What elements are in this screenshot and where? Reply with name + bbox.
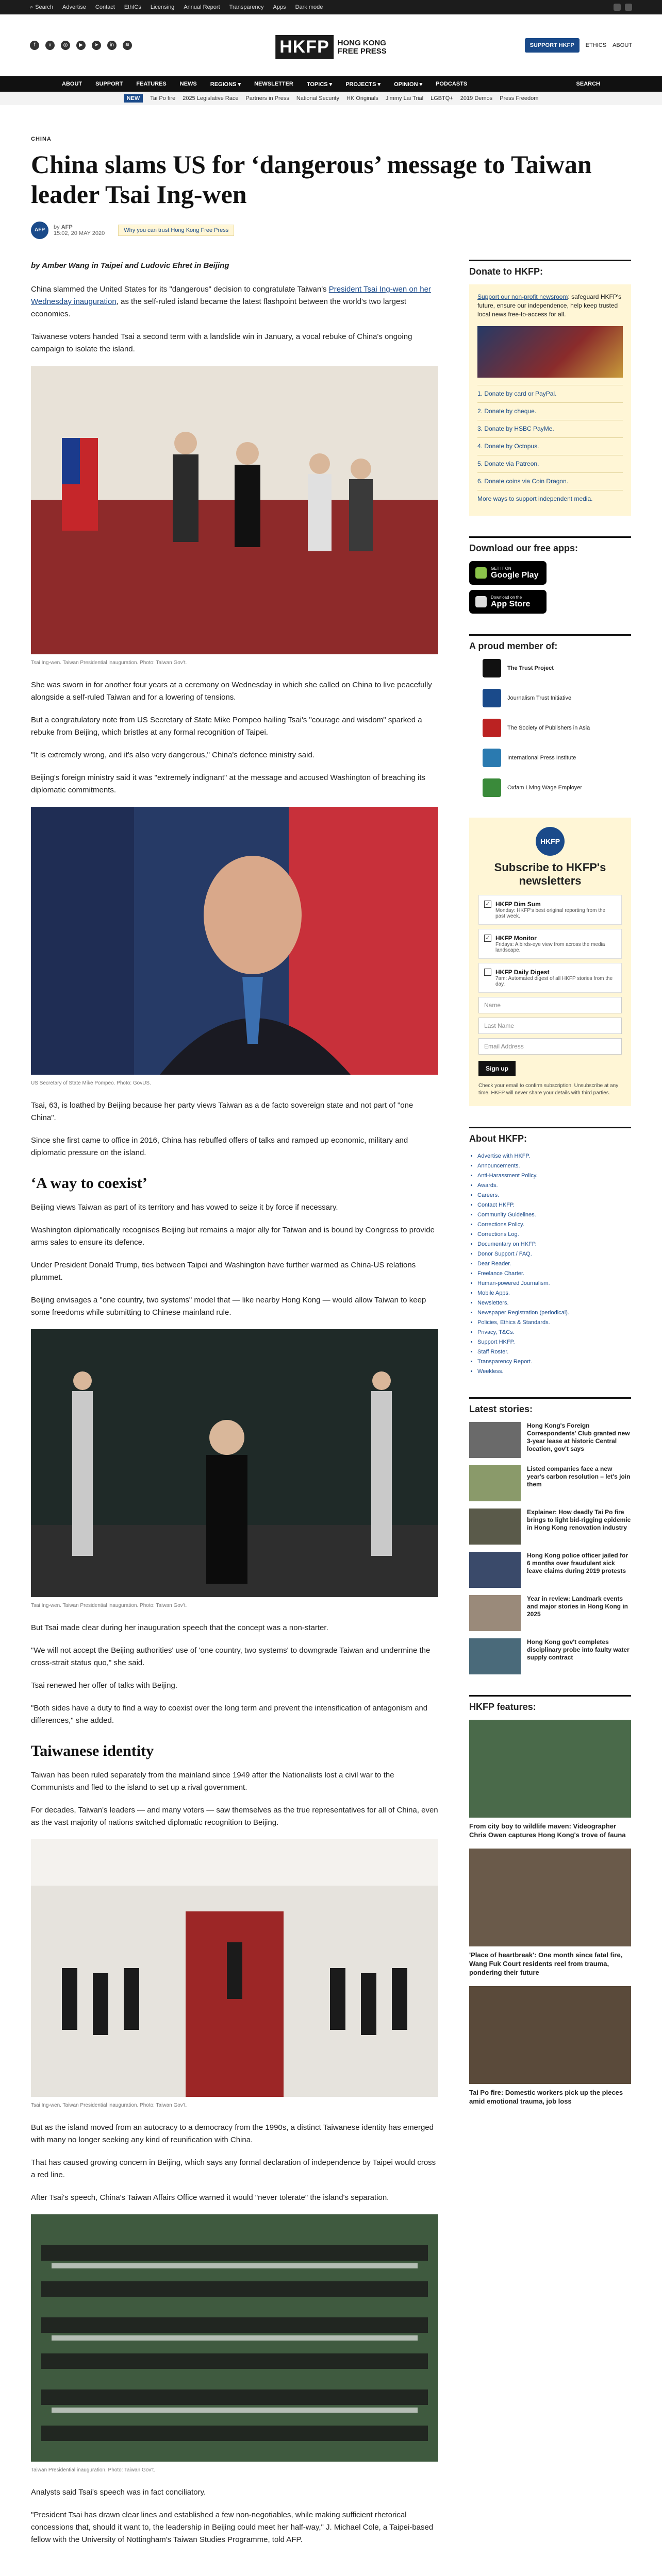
topbar-annual-report[interactable]: Annual Report bbox=[184, 4, 220, 10]
latest-story[interactable]: Hong Kong police officer jailed for 6 months over fraudulent sick leave claims during 2019 protests bbox=[469, 1552, 631, 1588]
donate-methods bbox=[477, 385, 623, 507]
topbar-advertise[interactable]: Advertise bbox=[62, 4, 86, 10]
paragraph: Since she first came to office in 2016, China has rebuffed offers of talks and ramped up economic, military and diplomatic pressure on the island. bbox=[31, 1136, 408, 1157]
about-link-item[interactable]: • Contact HKFP. bbox=[477, 1200, 631, 1210]
paragraph: Analysts said Tsai's speech was in fact conciliatory. bbox=[31, 2488, 206, 2497]
topbar-search[interactable]: ⌕ Search bbox=[30, 4, 54, 10]
donate-method[interactable]: 5. Donate via Patreon. bbox=[477, 455, 623, 472]
story-thumbnail bbox=[469, 1465, 521, 1501]
paragraph: For decades, Taiwan's leaders — and many voters — saw themselves as the true representatives for all of China, even as the vast majority of nations switched diplomatic recognition to Beijing. bbox=[31, 1806, 438, 1827]
newsletter-option-digest[interactable]: HKFP Daily Digest 7am: Automated digest of all HKFP stories from the day. bbox=[478, 963, 622, 993]
sidebar bbox=[469, 260, 631, 2556]
paragraph: "Both sides have a duty to find a way to coexist over the long term and prevent the intensification of antagonism and differences," she added. bbox=[31, 1704, 428, 1725]
paragraph: But a congratulatory note from US Secretary of State Mike Pompeo hailing Tsai's "courage and wisdom" sparked a rebuke from Beijing, which bristles at any formal recognition of Taipei. bbox=[31, 716, 422, 737]
ethics-link[interactable]: ETHICS bbox=[585, 42, 607, 48]
members-title: A proud member of: bbox=[469, 634, 631, 652]
nav-newsletter[interactable]: NEWSLETTER bbox=[254, 81, 293, 87]
about-link-item[interactable]: • Awards. bbox=[477, 1181, 631, 1191]
logo-text: HONG KONG FREE PRESS bbox=[337, 38, 387, 56]
member-jti[interactable]: Journalism Trust Initiative bbox=[469, 689, 631, 707]
donate-method[interactable]: 6. Donate coins via Coin Dragon. bbox=[477, 472, 623, 490]
checkbox-checked[interactable]: ✓ bbox=[484, 935, 491, 942]
nav-projects[interactable]: PROJECTS ▾ bbox=[345, 81, 381, 88]
section-heading: Taiwanese identity bbox=[31, 1742, 154, 1759]
photo-caption: Tsai Ing-wen. Taiwan Presidential inauguration. Photo: Taiwan Gov't. bbox=[31, 1603, 187, 1608]
jti-logo bbox=[483, 689, 501, 707]
paragraph: Washington diplomatically recognises Beijing but remains a major ally for Taiwan and is bound by Congress to provide arms sales to ensure its defence. bbox=[31, 1226, 435, 1247]
about-link-item[interactable]: • Policies, Ethics & Standards. bbox=[477, 1318, 631, 1328]
author-meta: by AFP 15:02, 20 MAY 2020 bbox=[54, 224, 105, 236]
logo-mark: HKFP bbox=[275, 35, 334, 59]
latest-box bbox=[469, 1397, 631, 1674]
donate-method[interactable]: 1. Donate by card or PayPal. bbox=[477, 385, 623, 402]
apps-box bbox=[469, 536, 631, 614]
trending-item[interactable]: 2025 Legislative Race bbox=[183, 95, 239, 101]
about-link-item[interactable]: • Anti-Harassment Policy. bbox=[477, 1171, 631, 1181]
photo-pompeo bbox=[31, 807, 438, 1075]
about-link-item[interactable]: • Weekless. bbox=[477, 1367, 631, 1377]
feature-image bbox=[469, 1720, 631, 1818]
features-title: HKFP features: bbox=[469, 1695, 631, 1713]
feature-story[interactable]: 'Place of heartbreak': One month since fatal fire, Wang Fuk Court residents reel from trauma, pondering their future bbox=[469, 1849, 631, 1977]
topbar-apps[interactable]: Apps bbox=[273, 4, 286, 10]
nav-regions[interactable]: REGIONS ▾ bbox=[210, 81, 241, 88]
paragraph: "It is extremely wrong, and it's also very dangerous," China's defence ministry said. bbox=[31, 751, 315, 759]
nav-features[interactable]: FEATURES bbox=[136, 81, 167, 87]
paragraph: After Tsai's speech, China's Taiwan Affairs Office warned it would "never tolerate" the island's separation. bbox=[31, 2193, 389, 2202]
photo-caption: Taiwan Presidential inauguration. Photo: Taiwan Gov't. bbox=[31, 2467, 155, 2473]
nav-podcasts[interactable]: PODCASTS bbox=[436, 81, 468, 87]
author-avatar: AFP bbox=[31, 222, 48, 239]
trending-item[interactable]: Press Freedom bbox=[500, 95, 539, 101]
user-icon[interactable] bbox=[625, 4, 632, 11]
author-name[interactable]: AFP bbox=[61, 224, 73, 230]
trending-bar bbox=[0, 92, 662, 105]
article-body bbox=[31, 260, 438, 2556]
about-link-item[interactable]: • Announcements. bbox=[477, 1161, 631, 1171]
apps-title: Download our free apps: bbox=[469, 536, 631, 554]
nav-search[interactable]: SEARCH bbox=[576, 81, 600, 87]
paragraph: Under President Donald Trump, ties between Taipei and Washington have further warmed as China-US relations plummet. bbox=[31, 1261, 416, 1282]
linkedin-icon[interactable]: in bbox=[107, 41, 117, 50]
site-header bbox=[0, 14, 662, 76]
top-utility-bar bbox=[0, 0, 662, 14]
about-link-item[interactable]: • Careers. bbox=[477, 1191, 631, 1200]
donate-method[interactable]: 4. Donate by Octopus. bbox=[477, 437, 623, 455]
checkbox-unchecked[interactable] bbox=[484, 969, 491, 976]
header-actions bbox=[525, 38, 632, 53]
paragraph: "We will not accept the Beijing authorities' use of 'one country, two systems' to downgrade Taiwan and undermine the cross-strait status quo," she said. bbox=[31, 1646, 431, 1667]
member-trust-project[interactable]: The Trust Project bbox=[469, 659, 631, 677]
donate-text: : safeguard HKFP's future, ensure our independence, help keep trusted local news free-to-access for all. bbox=[477, 293, 622, 318]
trending-item[interactable]: Partners in Press bbox=[245, 95, 289, 101]
about-link[interactable]: ABOUT bbox=[613, 42, 632, 48]
paragraph: China slammed the United States for its "dangerous" decision to congratulate Taiwan's President Tsai Ing-wen on her Wednesday inauguration, as the self-ruled island became the latest flashpoint between the world's two largest economies. bbox=[31, 285, 431, 318]
topbar-licensing[interactable]: Licensing bbox=[150, 4, 175, 10]
photo-caption: Tsai Ing-wen. Taiwan Presidential inauguration. Photo: Taiwan Gov't. bbox=[31, 660, 187, 666]
story-thumbnail bbox=[469, 1422, 521, 1458]
about-link-item[interactable]: • Freelance Charter. bbox=[477, 1269, 631, 1279]
sopa-logo bbox=[483, 719, 501, 737]
nav-news[interactable]: NEWS bbox=[179, 81, 197, 87]
topbar-ethics[interactable]: EthICs bbox=[124, 4, 141, 10]
nav-opinion[interactable]: OPINION ▾ bbox=[394, 81, 423, 88]
main-nav bbox=[0, 76, 662, 92]
topbar-icons bbox=[614, 4, 632, 11]
byline bbox=[31, 222, 631, 239]
about-link-item[interactable]: • Documentary on HKFP. bbox=[477, 1240, 631, 1249]
photo-caption: US Secretary of State Mike Pompeo. Photo: GovUS. bbox=[31, 1080, 151, 1086]
latest-story[interactable]: Explainer: How deadly Tai Po fire brings to light bid-rigging epidemic in Hong Kong renovation industry bbox=[469, 1509, 631, 1545]
about-link-item[interactable]: • Corrections Log. bbox=[477, 1230, 631, 1240]
oxfam-logo bbox=[483, 778, 501, 797]
topbar-transparency[interactable]: Transparency bbox=[229, 4, 264, 10]
trending-item[interactable]: Jimmy Lai Trial bbox=[385, 95, 424, 101]
site-logo[interactable] bbox=[275, 35, 387, 59]
paragraph: Taiwan has been ruled separately from the mainland since 1949 after the Nationalists lost a civil war to the Communists and fled to the island to set up a rival government. bbox=[31, 1771, 394, 1792]
newsletter-box bbox=[469, 818, 631, 1106]
paragraph: Beijing views Taiwan as part of its territory and has vowed to seize it by force if necessary. bbox=[31, 1203, 338, 1212]
social-links bbox=[30, 41, 132, 50]
moon-icon[interactable] bbox=[614, 4, 621, 11]
member-oxfam[interactable]: Oxfam Living Wage Employer bbox=[469, 778, 631, 797]
section-heading: ‘A way to coexist’ bbox=[31, 1175, 147, 1192]
name-input[interactable]: Name bbox=[478, 997, 622, 1013]
story-thumbnail bbox=[469, 1509, 521, 1545]
paragraph: She was sworn in for another four years at a ceremony on Wednesday in which she called on China to live peacefully alongside a self-ruled Taiwan and for a lowering of tensions. bbox=[31, 681, 432, 702]
apple-icon bbox=[475, 596, 487, 607]
about-link-item[interactable]: • Dear Reader. bbox=[477, 1259, 631, 1269]
about-link-item[interactable]: • Human-powered Journalism. bbox=[477, 1279, 631, 1289]
article-title: China slams US for ‘dangerous’ message to Taiwan leader Tsai Ing-wen bbox=[31, 150, 592, 209]
donate-method[interactable]: 3. Donate by HSBC PayMe. bbox=[477, 420, 623, 437]
donate-more-link[interactable]: More ways to support independent media. bbox=[477, 490, 623, 507]
newsletter-option-monitor[interactable]: ✓ HKFP Monitor Fridays: A birds-eye view from across the media landscape. bbox=[478, 929, 622, 959]
about-link-item[interactable]: • Newspaper Registration (periodical). bbox=[477, 1308, 631, 1318]
search-icon: ⌕ bbox=[30, 4, 34, 10]
publish-date: 15:02, 20 MAY 2020 bbox=[54, 230, 105, 236]
x-icon[interactable]: x bbox=[45, 41, 55, 50]
play-store-icon bbox=[475, 567, 487, 579]
nav-support[interactable]: SUPPORT bbox=[95, 81, 123, 87]
paragraph: But Tsai made clear during her inauguration speech that the concept was a non-starter. bbox=[31, 1623, 328, 1632]
photo-ceremony-hall bbox=[31, 1839, 438, 2097]
member-ipi[interactable]: International Press Institute bbox=[469, 749, 631, 767]
donate-box bbox=[469, 260, 631, 516]
latest-story[interactable]: Year in review: Landmark events and major stories in Hong Kong in 2025 bbox=[469, 1595, 631, 1631]
about-link-item[interactable]: • Support HKFP. bbox=[477, 1337, 631, 1347]
photo-caption: Tsai Ing-wen. Taiwan Presidential inauguration. Photo: Taiwan Gov't. bbox=[31, 2103, 187, 2108]
rss-icon[interactable]: ≋ bbox=[123, 41, 132, 50]
about-box bbox=[469, 1127, 631, 1377]
trending-item[interactable]: HK Originals bbox=[346, 95, 378, 101]
donate-title: Donate to HKFP: bbox=[469, 260, 631, 277]
newsletter-title: Subscribe to HKFP's newsletters bbox=[494, 861, 606, 887]
paragraph: Beijing's foreign ministry said it was "extremely indignant" at the message and accused Washington of breaching its diplomatic commitments. bbox=[31, 773, 426, 794]
members-box bbox=[469, 634, 631, 797]
about-link-item[interactable]: • Newsletters. bbox=[477, 1298, 631, 1308]
article-authors: by Amber Wang in Taipei and Ludovic Ehret in Beijing bbox=[31, 261, 229, 270]
story-thumbnail bbox=[469, 1552, 521, 1588]
topbar-contact[interactable]: Contact bbox=[95, 4, 115, 10]
newsletter-option-dimsum[interactable]: ✓ HKFP Dim Sum Monday: HKFP's best original reporting from the past week. bbox=[478, 895, 622, 925]
trending-item[interactable]: LGBTQ+ bbox=[431, 95, 453, 101]
photo-tsai-waving bbox=[31, 366, 438, 654]
about-link-item[interactable]: • Privacy, T&Cs. bbox=[477, 1328, 631, 1337]
newsletter-disclaimer: Check your email to confirm subscription. Unsubscribe at any time. HKFP will never share your details with third parties. bbox=[478, 1083, 619, 1096]
about-link-item[interactable]: • Staff Roster. bbox=[477, 1347, 631, 1357]
paragraph: Taiwanese voters handed Tsai a second term with a landslide win in January, a vocal rebuke of China's ongoing campaign to isolate the island. bbox=[31, 332, 412, 353]
about-title: About HKFP: bbox=[469, 1127, 631, 1144]
trust-project-logo bbox=[483, 659, 501, 677]
email-input[interactable]: Email Address bbox=[478, 1038, 622, 1055]
latest-story[interactable]: Listed companies face a new year's carbon resolution – let's join them bbox=[469, 1465, 631, 1501]
feature-image bbox=[469, 1986, 631, 2084]
feature-image bbox=[469, 1849, 631, 1946]
about-link-item[interactable]: • Donor Support / FAQ. bbox=[477, 1249, 631, 1259]
feature-story[interactable]: Tai Po fire: Domestic workers pick up the pieces amid emotional trauma, job loss bbox=[469, 1986, 631, 2106]
latest-story[interactable]: Hong Kong's Foreign Correspondents' Club granted new 3-year lease at historic Central location, gov't says bbox=[469, 1422, 631, 1458]
photo-crowd bbox=[31, 2214, 438, 2462]
features-box bbox=[469, 1695, 631, 2106]
member-sopa[interactable]: The Society of Publishers in Asia bbox=[469, 719, 631, 737]
paragraph: "President Tsai has drawn clear lines and established a few non-negotiables, while making sufficient rhetorical concessions that, should it want to, the leadership in Beijing could meet her half-way," J. Michael Cole, a Taipei-based fellow with the University of Nottingham's Taiwan Studies Programme, told AFP. bbox=[31, 2511, 434, 2544]
about-link-item[interactable]: • Advertise with HKFP. bbox=[477, 1151, 631, 1161]
trending-item[interactable]: 2019 Demos bbox=[460, 95, 493, 101]
nav-about[interactable]: ABOUT bbox=[62, 81, 82, 87]
trending-item[interactable]: National Security bbox=[296, 95, 339, 101]
instagram-icon[interactable]: ◎ bbox=[61, 41, 70, 50]
topbar-dark-mode[interactable]: Dark mode bbox=[295, 4, 323, 10]
youtube-icon[interactable]: ▶ bbox=[76, 41, 86, 50]
feature-story[interactable]: From city boy to wildlife maven: Videographer Chris Owen captures Hong Kong's trove of fauna bbox=[469, 1720, 631, 1839]
ipi-logo bbox=[483, 749, 501, 767]
nav-topics[interactable]: TOPICS ▾ bbox=[306, 81, 333, 88]
paragraph: Beijing envisages a "one country, two systems" model that — like nearby Hong Kong — would allow Taiwan to keep some freedoms while submitting to Chinese mainland rule. bbox=[31, 1296, 426, 1317]
newsletter-logo: HKFP bbox=[536, 827, 565, 856]
trust-promo-link[interactable]: Why you can trust Hong Kong Free Press bbox=[118, 225, 234, 236]
article-header bbox=[0, 105, 662, 239]
content-wrap bbox=[0, 239, 662, 2556]
paragraph: But as the island moved from an autocracy to a democracy from the 1990s, a distinct Taiwanese identity has emerged with many no longer seeking any kind of reunification with China. bbox=[31, 2123, 434, 2144]
signup-button[interactable]: Sign up bbox=[478, 1061, 516, 1076]
support-hkfp-button[interactable]: SUPPORT HKFP bbox=[525, 38, 580, 53]
google-play-button[interactable]: GET IT ON Google Play bbox=[469, 561, 547, 585]
about-link-item[interactable]: • Corrections Policy. bbox=[477, 1220, 631, 1230]
last-name-input[interactable]: Last Name bbox=[478, 1018, 622, 1034]
new-badge: NEW bbox=[124, 94, 143, 103]
about-link-item[interactable]: • Community Guidelines. bbox=[477, 1210, 631, 1220]
inauguration-link[interactable]: President Tsai Ing-wen on her Wednesday inauguration bbox=[31, 285, 431, 306]
donate-panel bbox=[469, 284, 631, 516]
facebook-icon[interactable]: f bbox=[30, 41, 39, 50]
telegram-icon[interactable]: ➤ bbox=[92, 41, 101, 50]
article-category[interactable]: CHINA bbox=[31, 136, 52, 142]
app-store-button[interactable]: Download on the App Store bbox=[469, 590, 547, 614]
checkbox-checked[interactable]: ✓ bbox=[484, 901, 491, 908]
paragraph: Tsai renewed her offer of talks with Beijing. bbox=[31, 1681, 178, 1690]
donate-support-link[interactable]: Support our non-profit newsroom bbox=[477, 293, 568, 300]
donate-method[interactable]: 2. Donate by cheque. bbox=[477, 402, 623, 420]
donate-banner-image bbox=[477, 326, 623, 378]
latest-title: Latest stories: bbox=[469, 1397, 631, 1415]
about-link-item[interactable]: • Mobile Apps. bbox=[477, 1289, 631, 1298]
paragraph: That has caused growing concern in Beijing, which says any formal declaration of independence by Taipei would cross a red line. bbox=[31, 2158, 436, 2179]
latest-story[interactable]: Hong Kong gov't completes disciplinary probe into faulty water supply contract bbox=[469, 1638, 631, 1674]
trending-item[interactable]: Tai Po fire bbox=[150, 95, 176, 101]
story-thumbnail bbox=[469, 1595, 521, 1631]
story-thumbnail bbox=[469, 1638, 521, 1674]
photo-tsai-guards bbox=[31, 1329, 438, 1597]
about-link-item[interactable]: • Transparency Report. bbox=[477, 1357, 631, 1367]
about-links bbox=[469, 1151, 631, 1377]
paragraph: Tsai, 63, is loathed by Beijing because her party views Taiwan as a de facto sovereign state and not part of "one China". bbox=[31, 1101, 413, 1122]
